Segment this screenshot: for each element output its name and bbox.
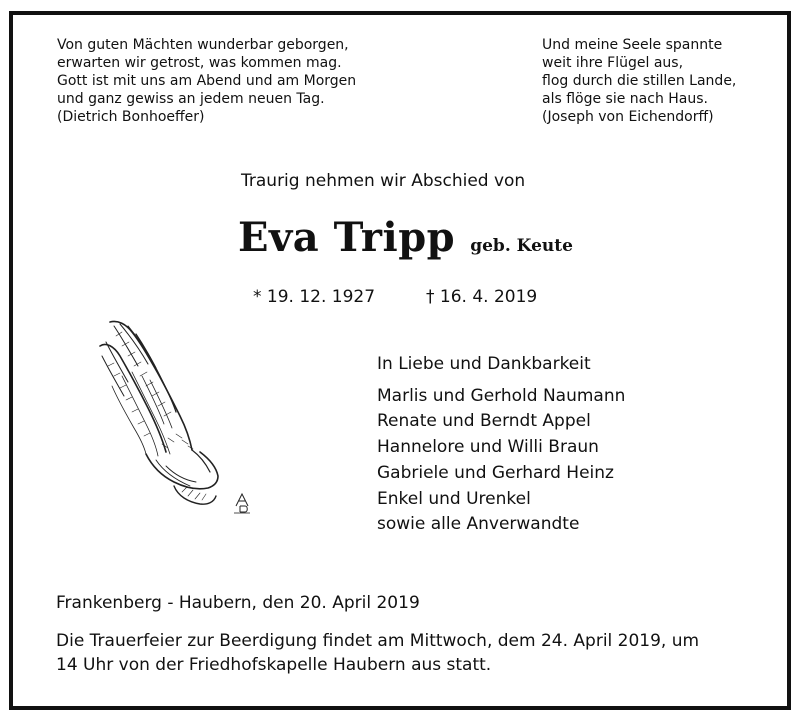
poem-right-line: weit ihre Flügel aus, bbox=[542, 55, 684, 71]
poem-left-author: (Dietrich Bonhoeffer) bbox=[57, 109, 205, 125]
poem-right-line: als flöge sie nach Haus. bbox=[542, 91, 708, 107]
mourner-name: Marlis und Gerhold Naumann bbox=[377, 385, 626, 406]
birth-date: * 19. 12. 1927 bbox=[253, 287, 376, 307]
mourner-name: Hannelore und Willi Braun bbox=[377, 437, 599, 458]
poem-right bbox=[542, 36, 736, 126]
service-line: Die Trauerfeier zur Beerdigung findet am Mittwoch, dem 24. April 2019, um bbox=[56, 631, 700, 651]
poem-right-line: Und meine Seele spannte bbox=[542, 37, 723, 53]
poem-left-line: und ganz gewiss an jedem neuen Tag. bbox=[57, 91, 325, 107]
poem-left-line: erwarten wir getrost, was kommen mag. bbox=[57, 55, 342, 71]
poem-right-author: (Joseph von Eichendorff) bbox=[542, 109, 714, 125]
maiden-name: geb. Keute bbox=[470, 236, 573, 256]
mourners-heading: In Liebe und Dankbarkeit bbox=[377, 354, 591, 374]
mourner-name: sowie alle Anverwandte bbox=[377, 514, 580, 535]
praying-hands-icon bbox=[92, 316, 262, 516]
service-info bbox=[56, 629, 756, 677]
mourners-block bbox=[377, 352, 625, 538]
intro-text: Traurig nehmen wir Abschied von bbox=[241, 171, 526, 191]
mourner-name: Gabriele und Gerhard Heinz bbox=[377, 462, 614, 483]
poem-left bbox=[57, 36, 356, 126]
death-date: † 16. 4. 2019 bbox=[426, 287, 538, 307]
mourner-name: Enkel und Urenkel bbox=[377, 488, 531, 509]
service-line: 14 Uhr von der Friedhofskapelle Haubern aus statt. bbox=[56, 655, 492, 675]
poem-left-line: Gott ist mit uns am Abend und am Morgen bbox=[57, 73, 357, 89]
place-date: Frankenberg - Haubern, den 20. April 2019 bbox=[56, 593, 420, 613]
deceased-name: Eva Tripp bbox=[238, 214, 456, 261]
deceased-heading bbox=[238, 214, 573, 261]
poem-right-line: flog durch die stillen Lande, bbox=[542, 73, 737, 89]
poem-left-line: Von guten Mächten wunderbar geborgen, bbox=[57, 37, 349, 53]
mourner-name: Renate und Berndt Appel bbox=[377, 411, 591, 432]
